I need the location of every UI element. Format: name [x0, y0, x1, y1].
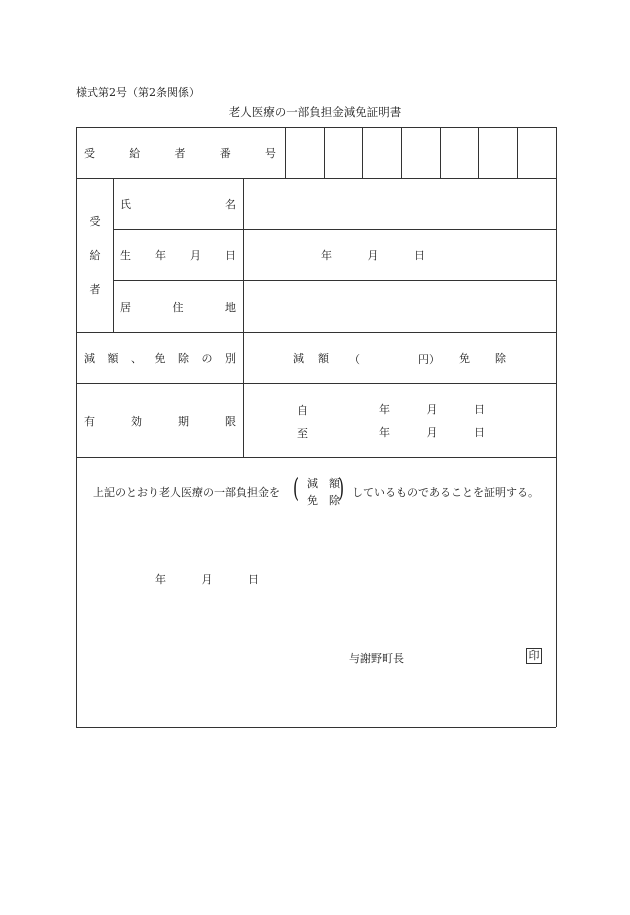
form-number: 様式第2号（第2条関係）: [76, 86, 200, 99]
reduction-amount-close: 円）: [418, 353, 440, 366]
signer-title: 与謝野町長: [349, 652, 404, 665]
recipient-number-label: 受 給 者 番 号: [84, 147, 276, 160]
certification-text-before: 上記のとおり老人医療の一部負担金を: [93, 486, 280, 499]
distinction-label: 減 額 、 免 除 の 別: [84, 352, 236, 365]
seal-mark-icon: 印: [526, 648, 542, 664]
validity-label: 有 効 期 限: [84, 415, 236, 428]
option-bracket-close: ): [338, 474, 345, 504]
reduction-amount-open: （: [349, 353, 360, 366]
name-label: 氏 名: [120, 198, 236, 211]
address-label: 居 住 地: [120, 301, 236, 314]
issue-date-field[interactable]: 年 月 日: [155, 573, 259, 586]
recipient-group-label: 受 給 者: [89, 215, 101, 296]
name-field[interactable]: [244, 179, 556, 229]
option-bracket-open: (: [293, 474, 300, 504]
recipient-number-boxes[interactable]: [286, 128, 556, 178]
reduction-option[interactable]: 減 額: [293, 352, 329, 365]
address-field[interactable]: [244, 281, 556, 332]
exemption-option[interactable]: 免 除: [459, 352, 506, 365]
birthdate-label: 生 年 月 日: [120, 249, 236, 262]
certification-option-reduction[interactable]: 減 額: [307, 477, 340, 490]
document-title: 老人医療の一部負担金減免証明書: [228, 105, 402, 119]
certification-option-exemption[interactable]: 免 除: [307, 494, 340, 507]
birthdate-field[interactable]: 年 月 日: [321, 249, 425, 262]
certification-text-after: しているものであることを証明する。: [352, 486, 539, 499]
